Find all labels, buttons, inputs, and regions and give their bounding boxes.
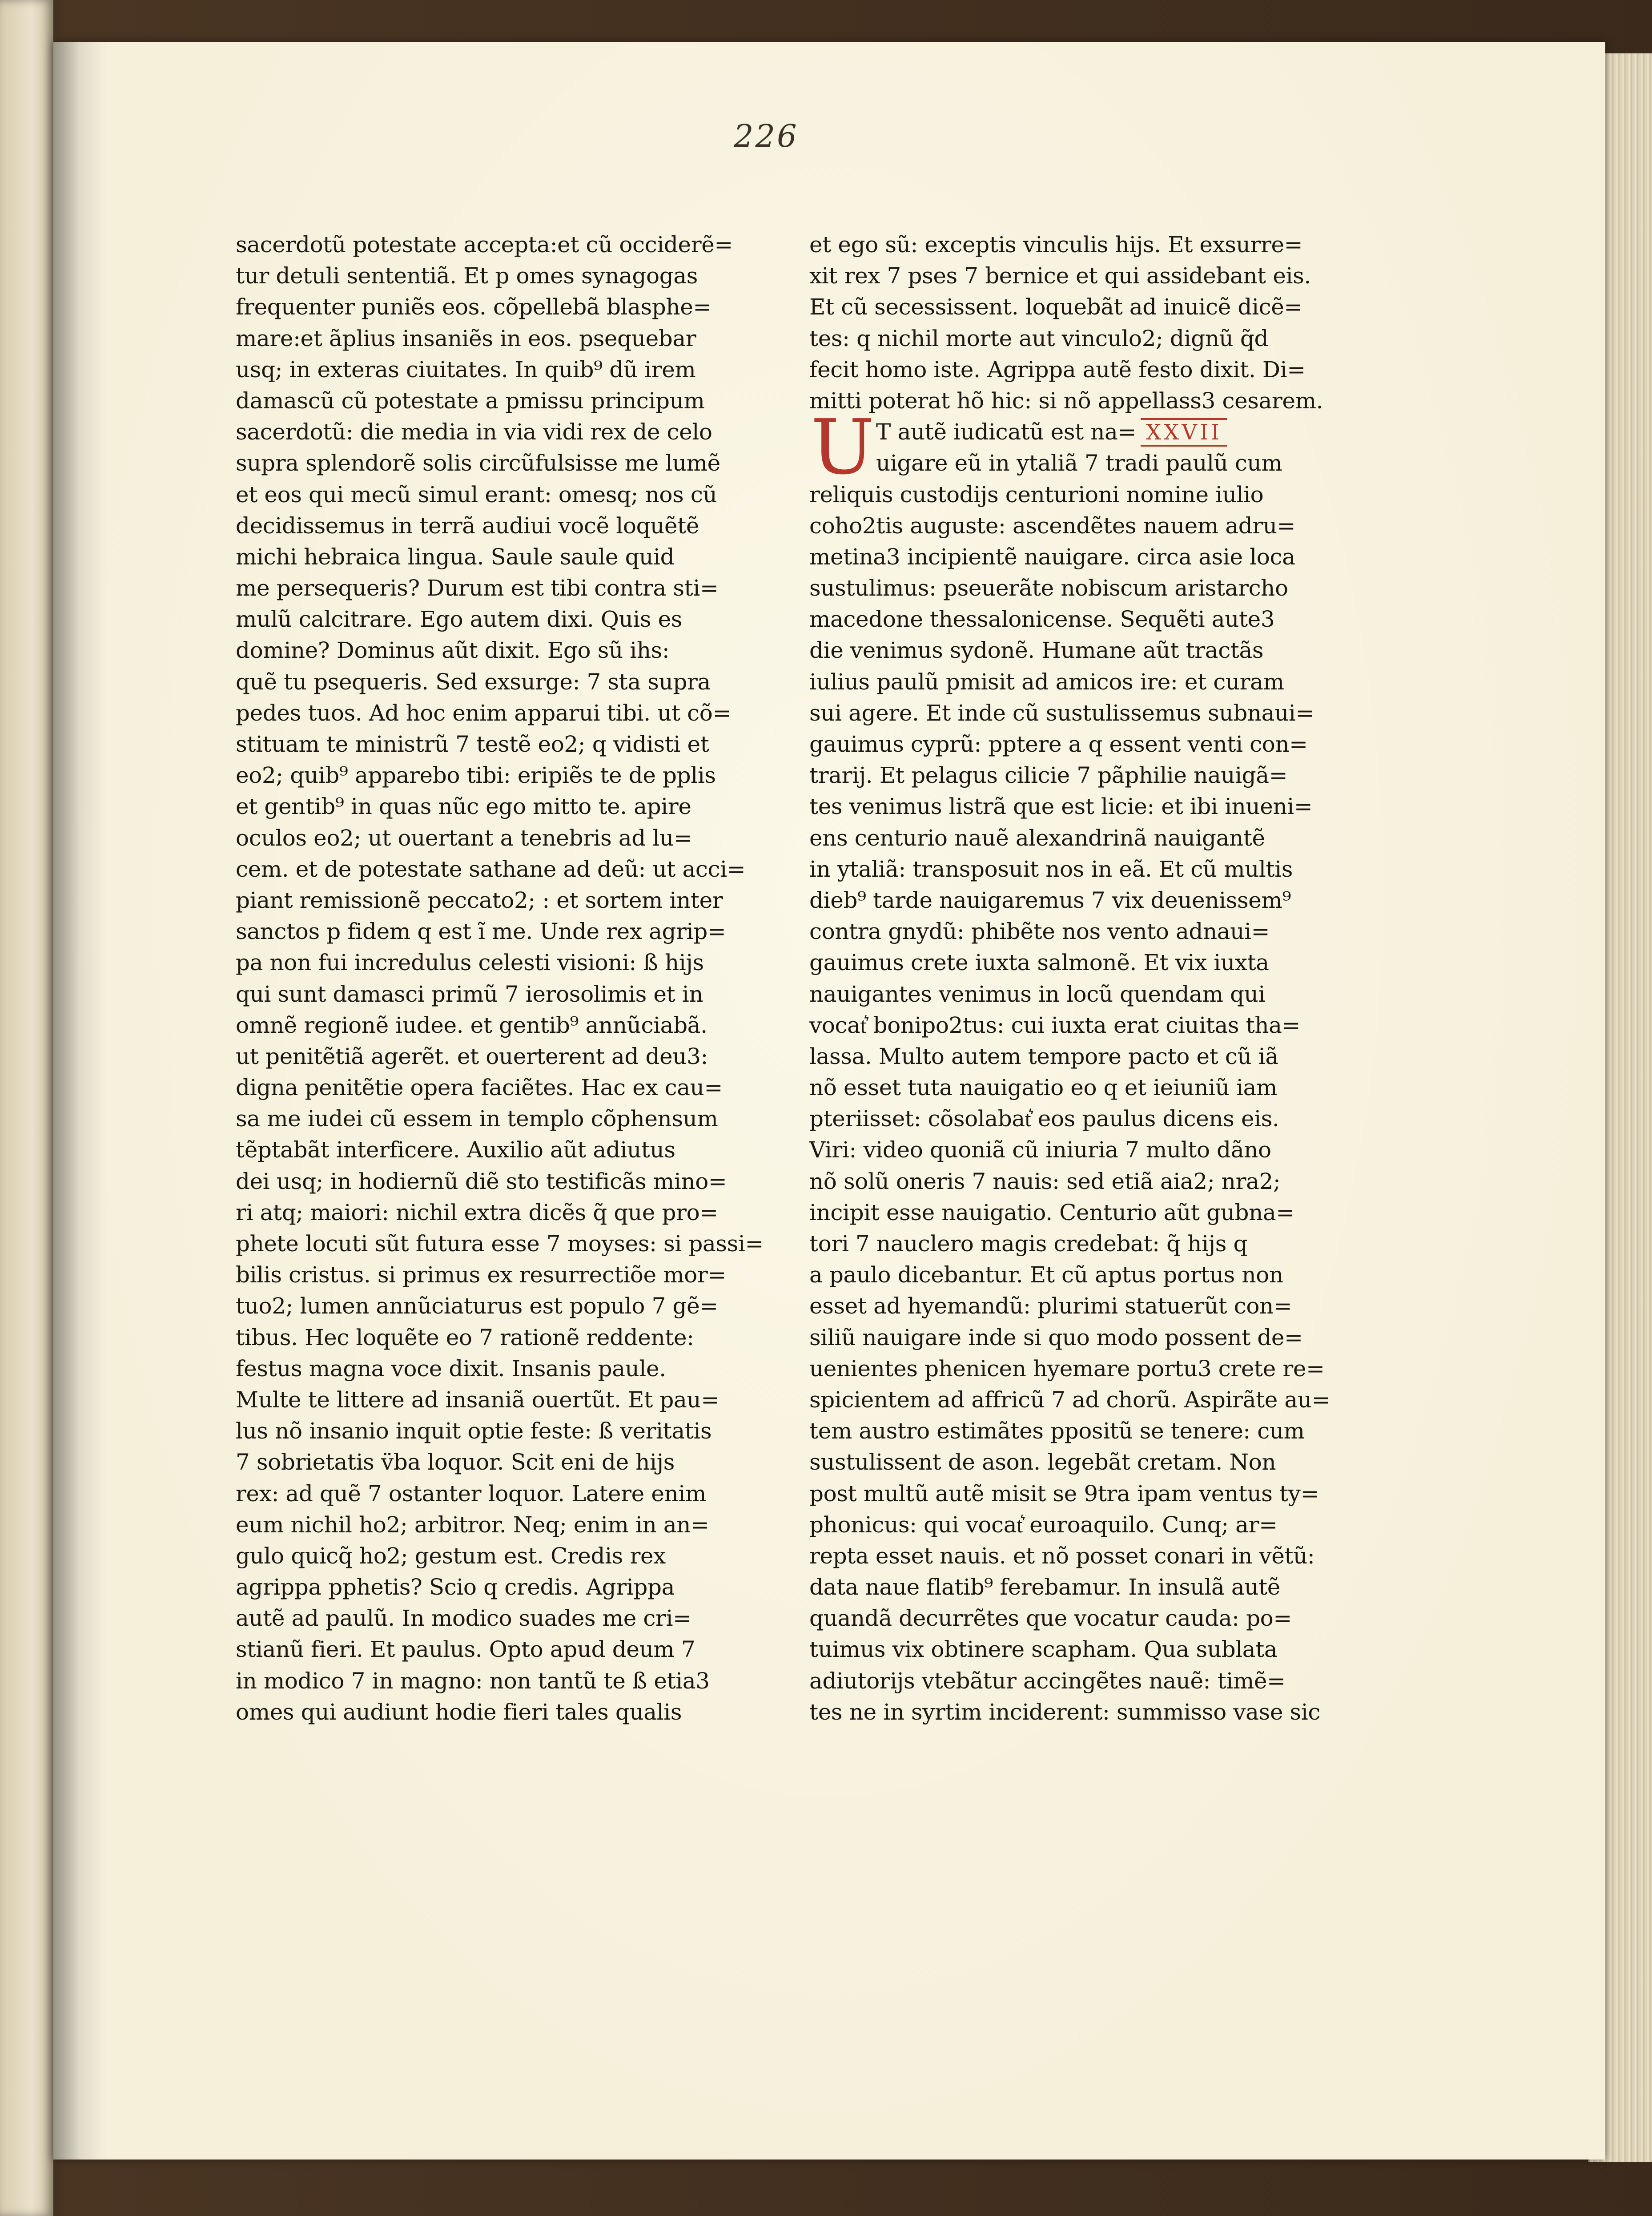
- text-line: macedone thessalonicense. Sequẽti aute3: [809, 606, 1275, 633]
- text-line: tibus. Hec loquẽte eo 7 rationẽ reddente:: [236, 1324, 694, 1350]
- text-line: coho2tis auguste: ascendẽtes nauem adru=: [809, 512, 1296, 539]
- text-line: tuimus vix obtinere scapham. Qua sublata: [809, 1636, 1278, 1663]
- text-line: stituam te ministrũ 7 testẽ eo2; q vidisti et: [236, 731, 709, 757]
- text-line: contra gnydũ: phibẽte nos vento adnaui=: [809, 919, 1270, 945]
- text-line: me persequeris? Durum est tibi contra sti=: [236, 575, 719, 601]
- text-line: spicientem ad affricũ 7 ad chorũ. Aspirãte au=: [809, 1386, 1330, 1413]
- text-line: usq; in exteras ciuitates. In quib⁹ dũ irem: [236, 356, 696, 383]
- text-line: quẽ tu psequeris. Sed exsurge: 7 sta supra: [236, 669, 711, 695]
- text-line: trarij. Et pelagus cilicie 7 pãphilie nauigã=: [809, 762, 1288, 789]
- text-line: sacerdotũ: die media in via vidi rex de celo: [236, 419, 712, 445]
- text-line: sui agere. Et inde cũ sustulissemus subnaui=: [809, 700, 1314, 726]
- text-line: 7 sobrietatis v̈ba loquor. Scit eni de hijs: [236, 1449, 675, 1475]
- text-line: autẽ ad paulũ. In modico suades me cri=: [236, 1605, 691, 1632]
- text-line: post multũ autẽ misit se 9tra ipam ventus ty=: [809, 1480, 1319, 1507]
- text-line: siliũ nauigare inde si quo modo possent de=: [809, 1324, 1303, 1350]
- text-line: pedes tuos. Ad hoc enim apparui tibi. ut cõ=: [236, 700, 731, 726]
- text-line: dieb⁹ tarde nauigaremus 7 vix deuenissem⁹: [809, 887, 1291, 913]
- text-line: lus nõ insanio inquit optie feste: ß veritatis: [236, 1418, 712, 1444]
- text-line: michi hebraica lingua. Saule saule quid: [236, 544, 675, 570]
- text-line: mulũ calcitrare. Ego autem dixi. Quis es: [236, 606, 683, 633]
- text-line: piant remissionẽ peccato2; : et sortem inter: [236, 887, 723, 913]
- text-line: tes: q nichil morte aut vinculo2; dignũ q̃d: [809, 325, 1269, 351]
- left-text-column: [236, 229, 765, 1728]
- chapter-opening-line: [809, 416, 1338, 447]
- text-line: eum nichil ho2; arbitror. Neq; enim in an=: [236, 1511, 709, 1538]
- text-line: in modico 7 in magno: non tantũ te ß etia3: [236, 1668, 710, 1694]
- text-line: Et cũ secessissent. loquebãt ad inuicẽ dicẽ=: [809, 294, 1302, 320]
- text-line: supra splendorẽ solis circũfulsisse me lumẽ: [236, 450, 720, 476]
- text-line: tes ne in syrtim inciderent: summisso vase sic: [809, 1699, 1320, 1725]
- text-line: phonicus: qui vocat͛ euroaquilo. Cunq; ar=: [809, 1511, 1278, 1538]
- text-line: nauigantes venimus in locũ quendam qui: [809, 981, 1266, 1007]
- text-line: ri atq; maiori: nichil extra dicẽs q̃ que pro=: [236, 1199, 718, 1225]
- decorated-initial: U: [811, 403, 875, 492]
- text-line: et ego sũ: exceptis vinculis hijs. Et exsurre=: [809, 232, 1303, 258]
- text-line: damascũ cũ potestate a pmissu principum: [236, 387, 705, 414]
- text-line: bilis cristus. si primus ex resurrectiõe mor=: [236, 1262, 726, 1288]
- text-line: [809, 447, 1338, 479]
- text-line: dei usq; in hodiernũ diẽ sto testificãs mino=: [236, 1168, 727, 1194]
- text-line: iulius paulũ pmisit ad amicos ire: et curam: [809, 669, 1284, 695]
- text-line: mare:et ãplius insaniẽs in eos. psequebar: [236, 325, 696, 351]
- text-line: tem austro estimãtes ppositũ se tenere: cum: [809, 1418, 1305, 1444]
- text-line: gulo quicq̃ ho2; gestum est. Credis rex: [236, 1543, 666, 1569]
- text-line: tori 7 nauclero magis credebat: q̃ hijs q: [809, 1231, 1248, 1257]
- text-line: metina3 incipientẽ nauigare. circa asie loca: [809, 544, 1295, 570]
- manuscript-page: [53, 42, 1605, 2160]
- text-line: rex: ad quẽ 7 ostanter loquor. Latere enim: [236, 1480, 706, 1507]
- text-line: et eos qui mecũ simul erant: omesq; nos cũ: [236, 481, 717, 508]
- text-line: pteriisset: cõsolabat͛ eos paulus dicens eis.: [809, 1106, 1279, 1132]
- text-line: digna penitẽtie opera faciẽtes. Hac ex cau=: [236, 1075, 723, 1101]
- text-line: omnẽ regionẽ iudee. et gentib⁹ annũciabã.: [236, 1012, 707, 1038]
- right-text-column: [809, 229, 1338, 1728]
- text-line: pa non fui incredulus celesti visioni: ß hijs: [236, 950, 704, 976]
- text-line: ut penitẽtiã agerẽt. et ouerterent ad deu3:: [236, 1043, 708, 1069]
- text-line: eo2; quib⁹ apparebo tibi: eripiẽs te de pplis: [236, 762, 716, 789]
- text-line: vocat͛ bonipo2tus: cui iuxta erat ciuitas tha=: [809, 1012, 1301, 1038]
- text-line: incipit esse nauigatio. Centurio aũt gubna=: [809, 1199, 1294, 1225]
- text-line: frequenter puniẽs eos. cõpellebã blasphe=: [236, 294, 711, 320]
- text-line: decidissemus in terrã audiui vocẽ loquẽtẽ: [236, 512, 699, 539]
- text-line: tes venimus listrã que est licie: et ibi inueni=: [809, 794, 1313, 820]
- text-line: sustulissent de ason. legebãt cretam. Non: [809, 1449, 1276, 1475]
- text-line: stianũ fieri. Et paulus. Opto apud deum 7: [236, 1636, 695, 1663]
- text-line: sacerdotũ potestate accepta:et cũ occiderẽ=: [236, 232, 733, 258]
- text-line: nõ solũ oneris 7 nauis: sed etiã aia2; nra2;: [809, 1168, 1281, 1194]
- chapter-second-text: uigare eũ in ytaliã 7 tradi paulũ cum: [876, 450, 1282, 476]
- text-line: lassa. Multo autem tempore pacto et cũ iã: [809, 1043, 1278, 1069]
- facing-page-edge: [0, 0, 53, 2216]
- text-line: die venimus sydonẽ. Humane aũt tractãs: [809, 637, 1264, 664]
- text-line: a paulo dicebantur. Et cũ aptus portus non: [809, 1262, 1283, 1288]
- chapter-opening-text: T autẽ iudicatũ est na=: [876, 419, 1136, 445]
- text-line: in ytaliã: transposuit nos in eã. Et cũ multis: [809, 856, 1293, 882]
- text-line: sa me iudei cũ essem in templo cõphensum: [236, 1106, 718, 1132]
- text-line: repta esset nauis. et nõ posset conari in vẽtũ:: [809, 1543, 1315, 1569]
- text-line: sanctos p fidem q est ĩ me. Unde rex agrip=: [236, 919, 726, 945]
- text-line: nõ esset tuta nauigatio eo q et ieiuniũ iam: [809, 1075, 1278, 1101]
- text-line: qui sunt damasci primũ 7 ierosolimis et in: [236, 981, 703, 1007]
- chapter-number: XXVII: [1141, 418, 1227, 447]
- text-line: agrippa pphetis? Scio q credis. Agrippa: [236, 1574, 675, 1600]
- text-line: et gentib⁹ in quas nũc ego mitto te. apire: [236, 794, 691, 820]
- text-line: tuo2; lumen annũciaturus est populo 7 gẽ=: [236, 1293, 718, 1319]
- text-line: omes qui audiunt hodie fieri tales qualis: [236, 1699, 682, 1725]
- text-line: domine? Dominus aũt dixit. Ego sũ ihs:: [236, 637, 670, 664]
- text-line: Viri: video quoniã cũ iniuria 7 multo dãno: [809, 1137, 1271, 1163]
- text-line: reliquis custodijs centurioni nomine iulio: [809, 481, 1264, 508]
- text-line: cem. et de potestate sathane ad deũ: ut acci=: [236, 856, 746, 882]
- text-line: gauimus cyprũ: pptere a q essent venti con=: [809, 731, 1308, 757]
- folio-number: 226: [734, 118, 799, 154]
- text-line: fecit homo iste. Agrippa autẽ festo dixit. Di=: [809, 356, 1306, 383]
- text-line: mitti poterat hõ hic: si nõ appellass3 cesarem.: [809, 387, 1323, 414]
- text-line: adiutorijs vtebãtur accingẽtes nauẽ: timẽ=: [809, 1668, 1286, 1694]
- text-line: Multe te littere ad insaniã ouertũt. Et pau=: [236, 1386, 719, 1413]
- text-line: ens centurio nauẽ alexandrinã nauigantẽ: [809, 825, 1265, 851]
- text-line: data naue flatib⁹ ferebamur. In insulã autẽ: [809, 1574, 1280, 1600]
- text-line: quandã decurrẽtes que vocatur cauda: po=: [809, 1605, 1292, 1632]
- text-line: sustulimus: pseuerãte nobiscum aristarcho: [809, 575, 1288, 601]
- spine-shadow: [53, 42, 80, 2160]
- text-line: xit rex 7 pses 7 bernice et qui assidebant eis.: [809, 263, 1311, 289]
- text-line: tur detuli sententiã. Et p omes synagogas: [236, 263, 698, 289]
- text-line: gauimus crete iuxta salmonẽ. Et vix iuxta: [809, 950, 1269, 976]
- text-line: uenientes phenicen hyemare portu3 crete re=: [809, 1355, 1325, 1382]
- text-line: oculos eo2; ut ouertant a tenebris ad lu=: [236, 825, 692, 851]
- text-line: festus magna voce dixit. Insanis paule.: [236, 1355, 666, 1382]
- text-line: esset ad hyemandũ: plurimi statuerũt con=: [809, 1293, 1292, 1319]
- text-line: tẽptabãt interficere. Auxilio aũt adiutus: [236, 1137, 675, 1163]
- text-line: phete locuti sũt futura esse 7 moyses: si passi=: [236, 1231, 764, 1257]
